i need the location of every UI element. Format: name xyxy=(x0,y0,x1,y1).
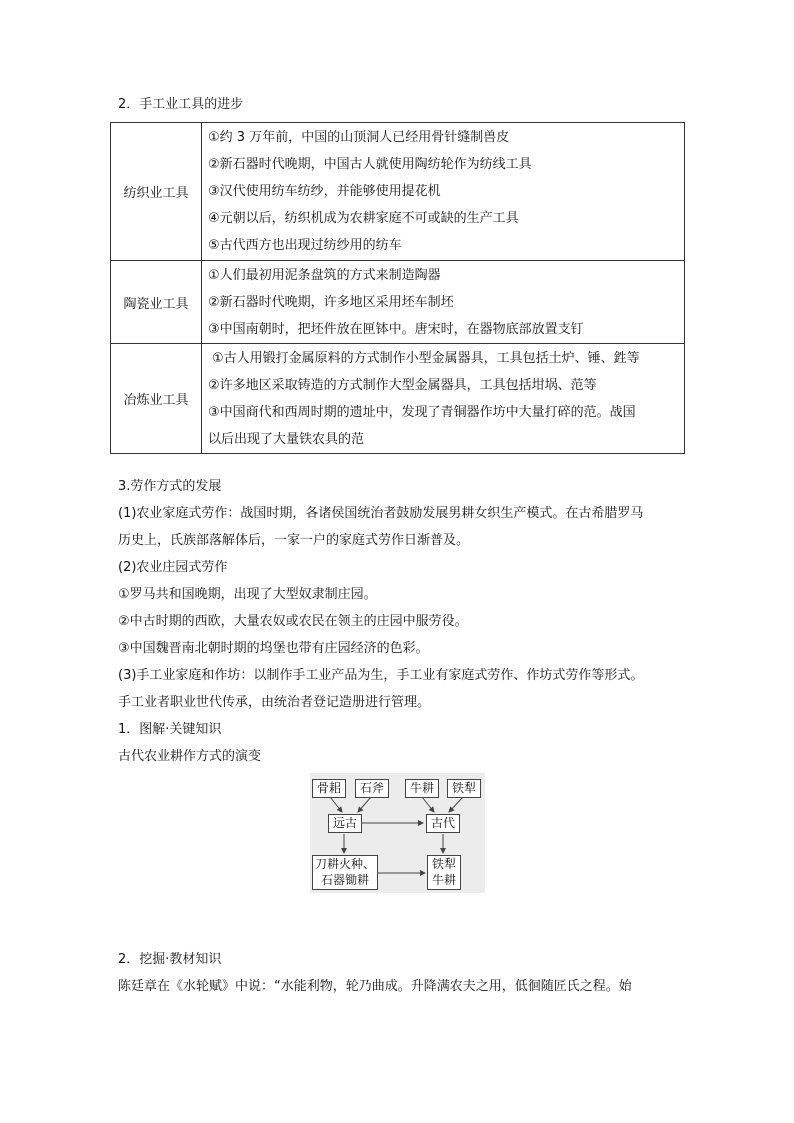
box-iron-plough-ox xyxy=(427,855,461,890)
box-iron-plough: 铁犁 xyxy=(447,779,481,798)
arrow xyxy=(422,797,434,812)
items-cell xyxy=(202,261,685,344)
box-remote-antiquity: 远古 xyxy=(328,814,362,833)
table-row xyxy=(111,344,685,454)
paragraph-line: 手工业者职业世代传承，由统治者登记造册进行管理。 xyxy=(118,695,431,710)
section-title-tools: 2．手工业工具的进步 xyxy=(118,97,244,112)
paragraph-line: (2)农业庄园式劳作 xyxy=(118,560,228,575)
paragraph-line: (1)农业家庭式劳作：战国时期，各诸侯国统治者鼓励发展男耕女织生产模式。在古希腊罗马 xyxy=(118,506,644,521)
list-item: ③汉代使用纺车纺纱，并能够使用提花机 xyxy=(208,184,441,199)
list-item: ⑤古代西方也出现过纺纱用的纺车 xyxy=(208,238,402,253)
items-cell xyxy=(202,344,685,454)
category-cell: 纺织业工具 xyxy=(111,123,202,261)
list-item: ②许多地区采取铸造的方式制作大型金属器具，工具包括坩埚、范等 xyxy=(208,377,597,393)
paragraph-line: ③中国魏晋南北朝时期的坞堡也带有庄园经济的色彩。 xyxy=(118,641,429,656)
list-item: ③中国商代和西周时期的遗址中，发现了青铜器作坊中大量打碎的范。战国 xyxy=(208,404,636,420)
arrow xyxy=(449,797,463,812)
list-item: ③中国南朝时，把坯件放在匣钵中。唐宋时，在器物底部放置支钉 xyxy=(208,321,584,337)
list-item: ②新石器时代晚期，许多地区采用坯车制坯 xyxy=(208,294,454,310)
paragraph-line: ②中古时期的西欧，大量农奴或农民在领主的庄园中服劳役。 xyxy=(118,614,468,629)
table-row xyxy=(111,123,685,261)
table-row xyxy=(111,261,685,344)
items-cell xyxy=(202,123,685,261)
box-line: 牛耕 xyxy=(431,873,456,887)
list-item: ①约 3 万年前，中国的山顶洞人已经用骨针缝制兽皮 xyxy=(208,130,510,145)
list-item: ①人们最初用泥条盘筑的方式来制造陶器 xyxy=(208,267,441,283)
paragraph-line: (3)手工业家庭和作坊：以制作手工业产品为生，手工业有家庭式劳作、作坊式劳作等形式。 xyxy=(118,668,644,683)
box-line: 石器锄耕 xyxy=(320,873,369,887)
list-item: ②新石器时代晚期，中国古人就使用陶纺轮作为纺线工具 xyxy=(208,157,532,172)
list-item: ①古人用锻打金属原料的方式制作小型金属器具，工具包括土炉、锤、鉎等 xyxy=(212,350,640,366)
key-knowledge-heading: 1．图解·关键知识 xyxy=(118,722,222,737)
tools-table xyxy=(110,122,685,454)
box-ancient-times: 古代 xyxy=(426,814,460,833)
box-stone-axe: 石斧 xyxy=(355,779,389,798)
textbook-heading: 2．挖掘·教材知识 xyxy=(118,952,222,967)
paragraph-line: ①罗马共和国晚期，出现了大型奴隶制庄园。 xyxy=(118,587,377,602)
arrow xyxy=(330,797,342,812)
box-slash-and-burn xyxy=(312,855,378,890)
paragraph-line: 陈廷章在《水轮赋》中说：“水能利物，轮乃曲成。升降满农夫之用，低徊随匠氏之程。始 xyxy=(118,979,632,994)
box-bone-tool: 骨耜 xyxy=(312,779,346,798)
diagram-subtitle: 古代农业耕作方式的演变 xyxy=(118,749,262,764)
category-cell: 冶炼业工具 xyxy=(111,344,202,454)
paragraph-line: 历史上，氏族部落解体后，一家一户的家庭式劳作日渐普及。 xyxy=(118,533,470,548)
arrow xyxy=(358,797,371,812)
evolution-diagram xyxy=(310,773,485,893)
box-line: 铁犁 xyxy=(431,857,456,871)
list-item: ④元朝以后，纺织机成为农耕家庭不可或缺的生产工具 xyxy=(208,211,519,226)
category-cell: 陶瓷业工具 xyxy=(111,261,202,344)
section-title-labor: 3.劳作方式的发展 xyxy=(118,479,222,494)
box-line: 刀耕火种、 xyxy=(314,857,375,871)
list-item: 以后出现了大量铁农具的范 xyxy=(208,431,365,447)
box-ox-plough: 牛耕 xyxy=(405,779,439,798)
